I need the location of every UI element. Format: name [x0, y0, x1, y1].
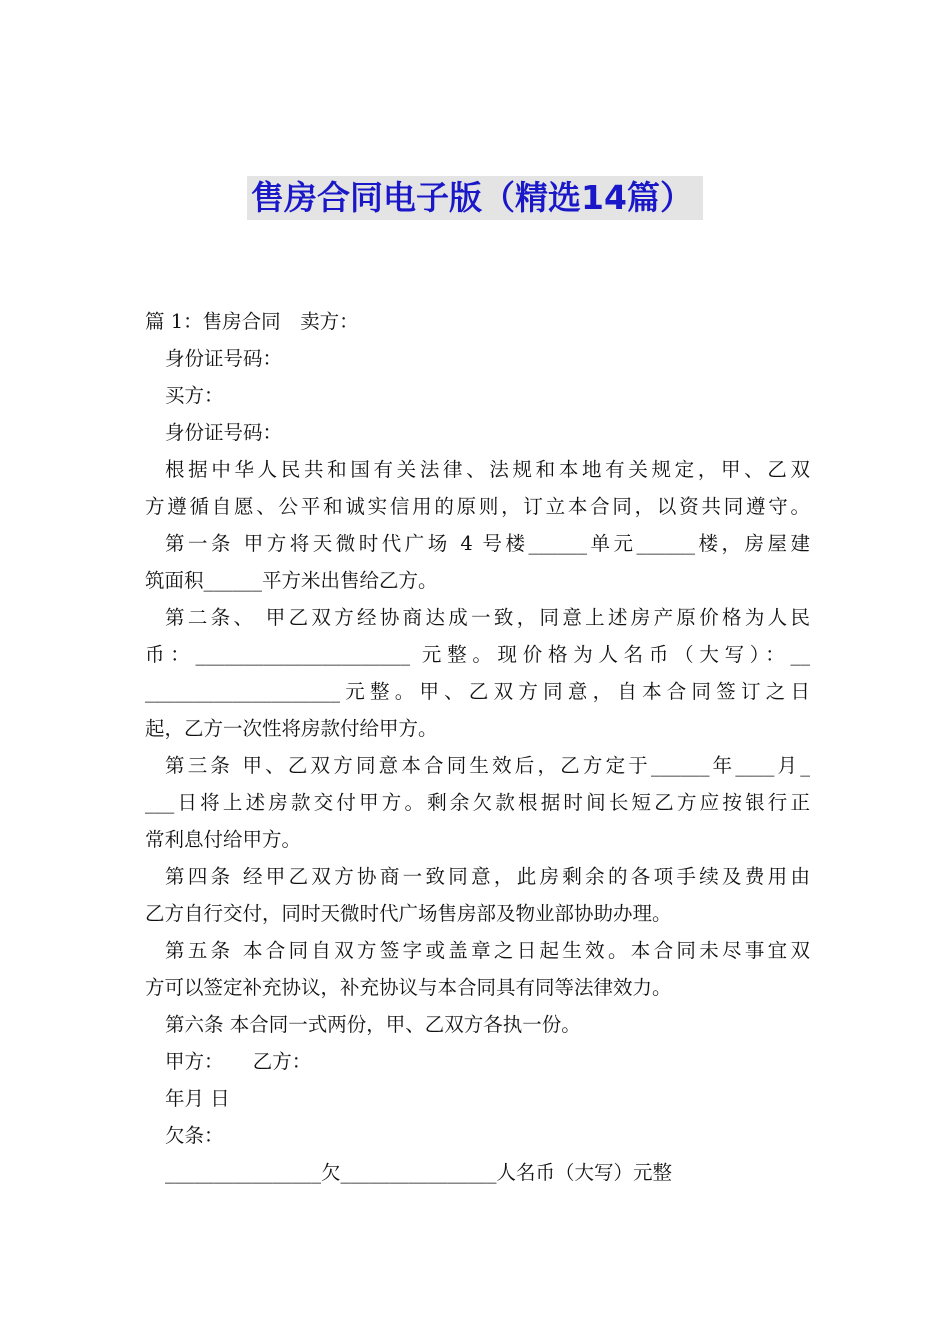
text-line: 根据中华人民共和国有关法律、法规和本地有关规定，甲、乙双	[165, 458, 810, 481]
text-line: 方遵循自愿、公平和诚实信用的原则，订立本合同，以资共同遵守。	[145, 495, 810, 518]
text-line: 篇 1：售房合同 卖方：	[145, 310, 359, 333]
text-line: 年月 日	[165, 1087, 230, 1110]
text-line: 第六条 本合同一式两份，甲、乙双方各执一份。	[165, 1013, 581, 1036]
text-line: ________________欠________________人名币（大写）元整	[165, 1161, 673, 1184]
contract-body	[145, 303, 810, 1191]
text-line: 甲方： 乙方：	[165, 1050, 312, 1073]
text-line: 第四条 经甲乙双方协商一致同意，此房剩余的各项手续及费用由	[165, 865, 810, 888]
text-line: ____________________元整。甲、乙双方同意，自本合同签订之日	[145, 680, 810, 703]
text-line: 买方：	[165, 384, 224, 407]
text-line: 方可以签定补充协议，补充协议与本合同具有同等法律效力。	[145, 976, 672, 999]
text-line: 筑面积______平方米出售给乙方。	[145, 569, 438, 592]
text-line: 币：______________________ 元整。现价格为人名币（大写）：__	[145, 643, 810, 666]
text-line: 常利息付给甲方。	[145, 828, 302, 851]
text-line: 第二条、 甲乙双方经协商达成一致，同意上述房产原价格为人民	[165, 606, 810, 629]
text-line: 起，乙方一次性将房款付给甲方。	[145, 717, 438, 740]
text-line: 身份证号码：	[165, 347, 283, 370]
text-line: 第三条 甲、乙双方同意本合同生效后，乙方定于______年____月_	[165, 754, 810, 777]
text-line: 第一条 甲方将天微时代广场 4 号楼______单元______楼，房屋建	[165, 532, 810, 555]
text-line: 欠条：	[165, 1124, 224, 1147]
text-line: 乙方自行交付，同时天微时代广场售房部及物业部协助办理。	[145, 902, 672, 925]
text-line: 第五条 本合同自双方签字或盖章之日起生效。本合同未尽事宜双	[165, 939, 810, 962]
document-title: 售房合同电子版（精选14篇）	[247, 176, 703, 220]
text-line: ___日将上述房款交付甲方。剩余欠款根据时间长短乙方应按银行正	[145, 791, 810, 814]
title-container	[0, 176, 950, 220]
text-line: 身份证号码：	[165, 421, 283, 444]
